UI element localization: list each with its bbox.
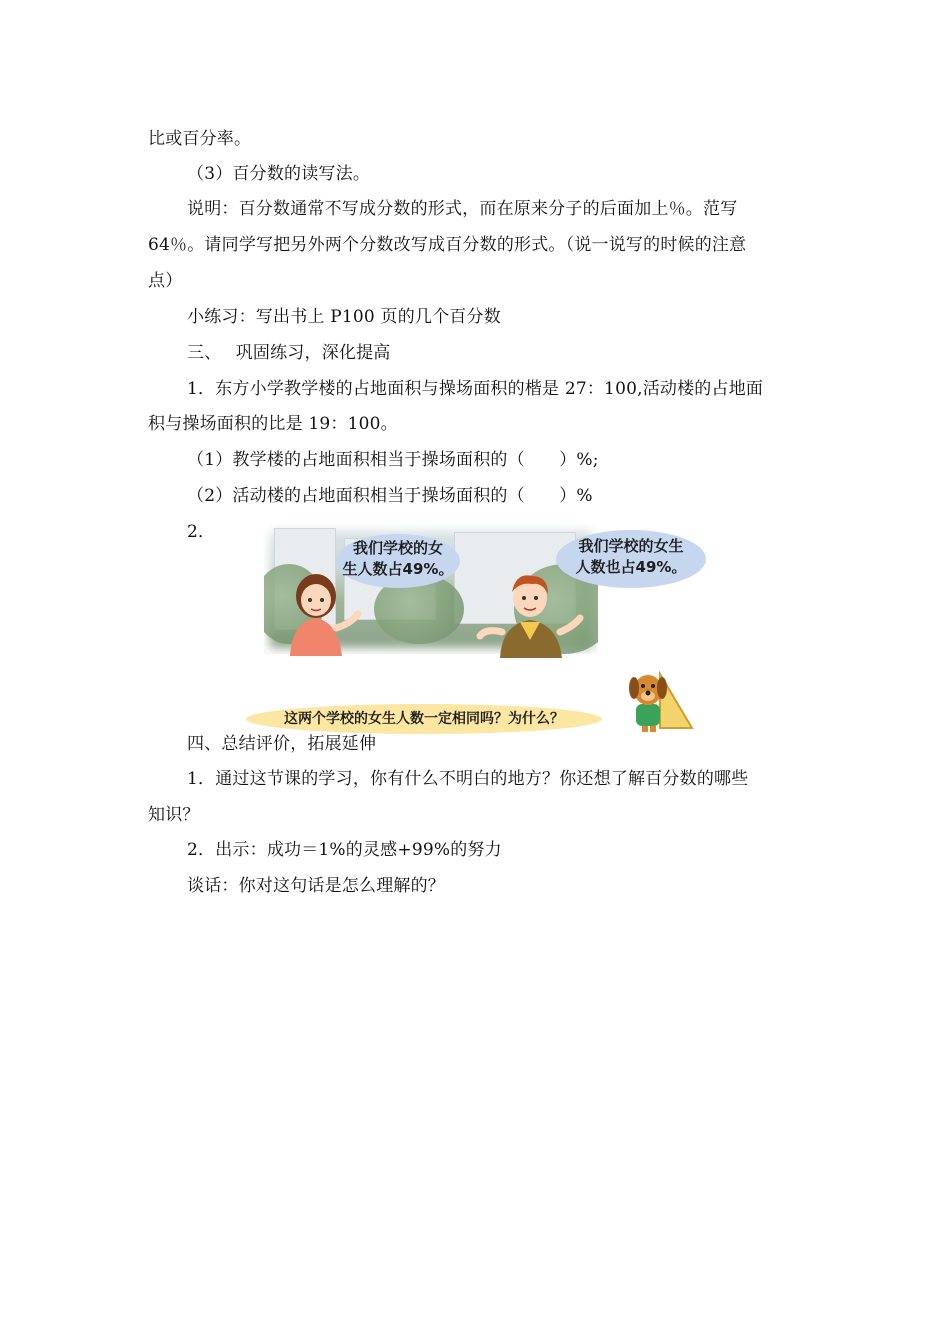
section-heading: 四、总结评价，拓展延伸 bbox=[187, 734, 377, 754]
question-number: 2． bbox=[187, 522, 216, 542]
girl-speech-bubble: 我们学校的女 生人数占49%。 bbox=[336, 534, 460, 588]
exercise-line: 小练习：写出书上 P100 页的几个百分数 bbox=[187, 307, 501, 327]
question-line: 1．东方小学教学楼的占地面积与操场面积的楷是 27：100,活动楼的占地面 bbox=[187, 379, 764, 399]
paragraph-line: 比或百分率。 bbox=[148, 129, 252, 149]
section-heading: 三、 巩固练习，深化提高 bbox=[187, 343, 391, 363]
section-heading: （3）百分数的读写法。 bbox=[187, 164, 371, 184]
textbook-illustration bbox=[236, 518, 706, 738]
question-speech-bubble: 这两个学校的女生人数一定相同吗？为什么？ bbox=[246, 704, 602, 734]
paragraph-line: 点） bbox=[148, 271, 183, 291]
paragraph-line: 知识？ bbox=[148, 805, 200, 825]
paragraph-line: 谈话：你对这句话是怎么理解的？ bbox=[187, 876, 445, 896]
sub-question-line: （2）活动楼的占地面积相当于操场面积的（ ）% bbox=[187, 486, 593, 506]
paragraph-line: 说明：百分数通常不写成分数的形式，而在原来分子的后面加上％。范写 bbox=[187, 199, 738, 219]
sub-question-line: （1）教学楼的占地面积相当于操场面积的（ ）%; bbox=[187, 450, 599, 470]
boy-speech-bubble: 我们学校的女生 人数也占49%。 bbox=[556, 530, 706, 588]
dog-mascot bbox=[620, 668, 696, 732]
paragraph-line: 64％。请同学写把另外两个分数改写成百分数的形式。（说一说写的时候的注意 bbox=[148, 235, 747, 255]
paragraph-line: 1．通过这节课的学习，你有什么不明白的地方？你还想了解百分数的哪些 bbox=[187, 769, 749, 789]
paragraph-line: 2．出示：成功＝1%的灵感+99%的努力 bbox=[187, 840, 502, 860]
question-line: 积与操场面积的比是 19：100。 bbox=[148, 414, 398, 434]
